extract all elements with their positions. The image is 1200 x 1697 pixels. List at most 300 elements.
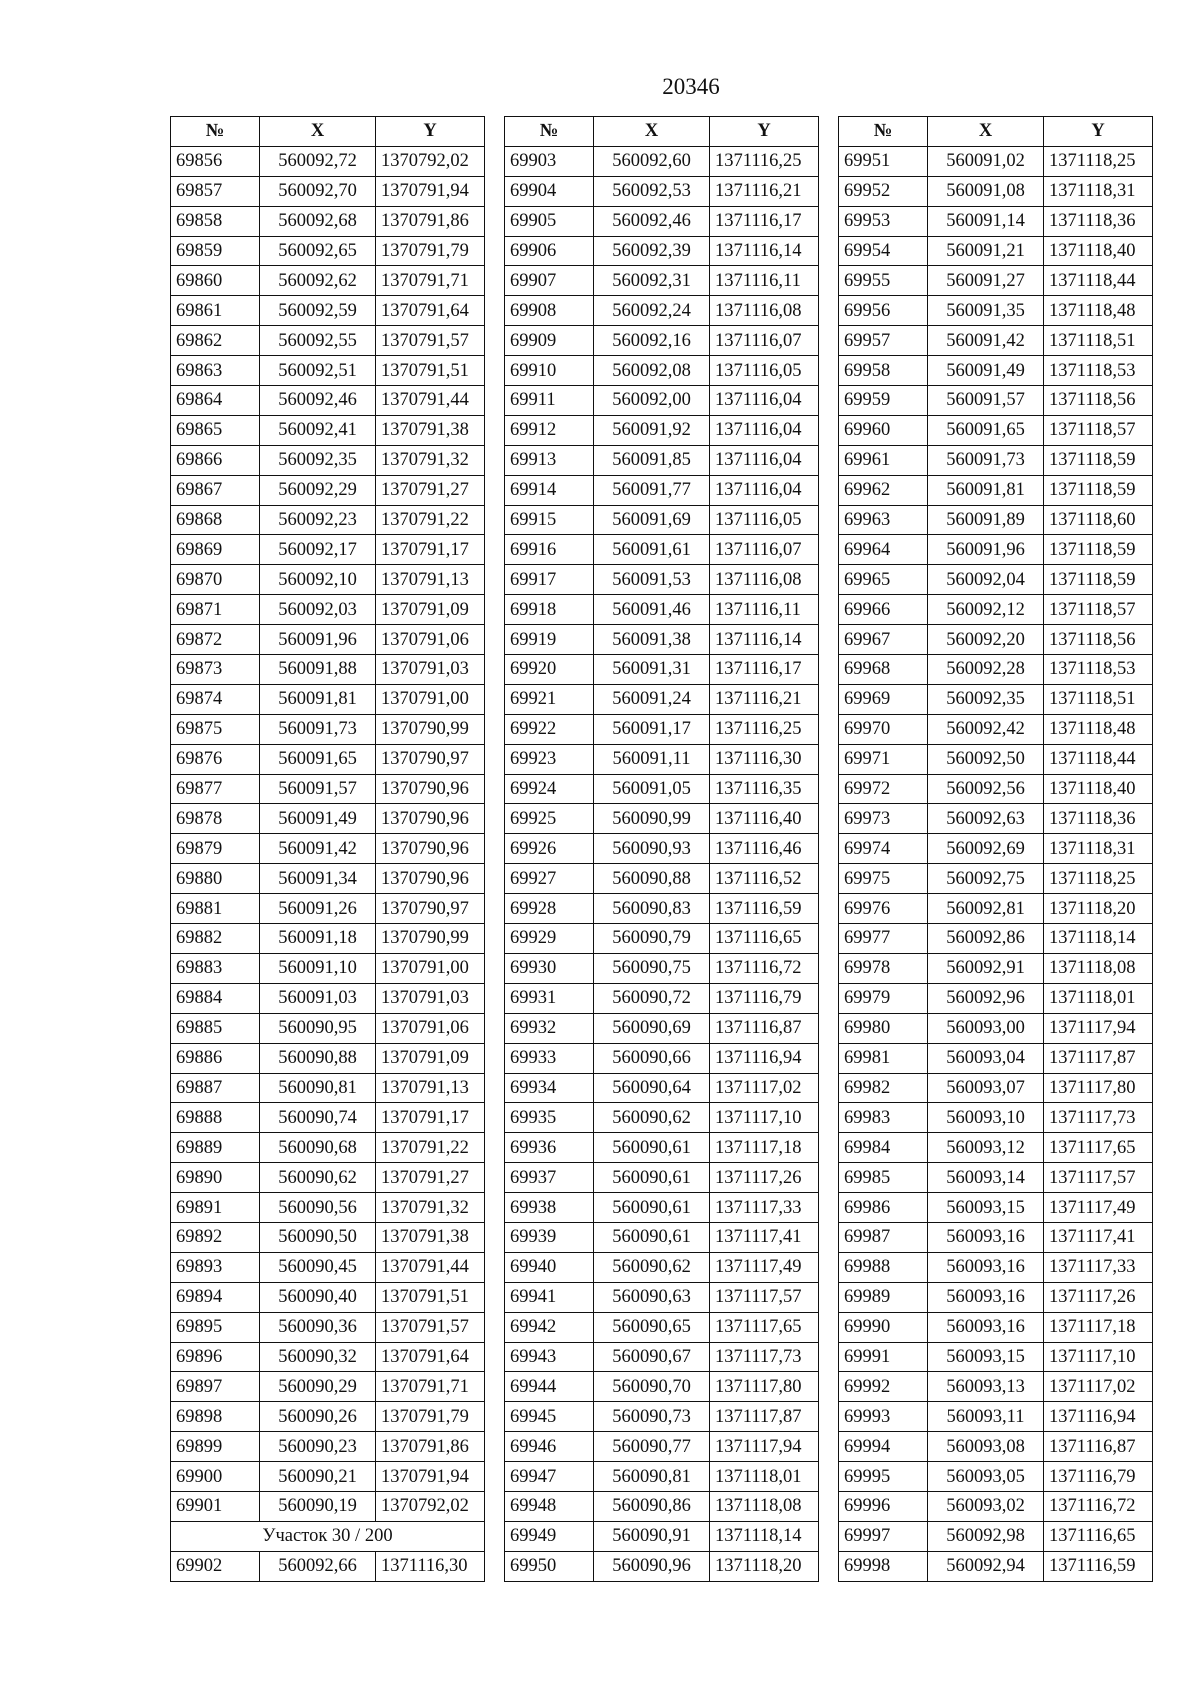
y-coordinate-cell: 1371116,08 [710, 296, 819, 326]
table-row [839, 505, 1153, 535]
table-row [505, 1193, 819, 1223]
table-row [505, 774, 819, 804]
table-row [839, 774, 1153, 804]
header-y: Y [376, 117, 485, 147]
table-row [505, 655, 819, 685]
x-coordinate-cell: 560092,46 [594, 206, 710, 236]
point-number-cell: 69886 [171, 1043, 260, 1073]
y-coordinate-cell: 1371118,40 [1044, 236, 1153, 266]
point-number-cell: 69879 [171, 834, 260, 864]
point-number-cell: 69914 [505, 475, 594, 505]
y-coordinate-cell: 1371116,04 [710, 445, 819, 475]
table-row [171, 415, 485, 445]
y-coordinate-cell: 1371117,33 [710, 1193, 819, 1223]
table-row [505, 1043, 819, 1073]
x-coordinate-cell: 560090,26 [260, 1402, 376, 1432]
table-row [839, 714, 1153, 744]
y-coordinate-cell: 1371118,51 [1044, 684, 1153, 714]
point-number-cell: 69919 [505, 625, 594, 655]
point-number-cell: 69901 [171, 1491, 260, 1521]
table-row [839, 475, 1153, 505]
y-coordinate-cell: 1371116,65 [1044, 1521, 1153, 1551]
x-coordinate-cell: 560091,53 [594, 565, 710, 595]
table-row [171, 386, 485, 416]
point-number-cell: 69877 [171, 774, 260, 804]
x-coordinate-cell: 560092,42 [928, 714, 1044, 744]
x-coordinate-cell: 560090,99 [594, 804, 710, 834]
y-coordinate-cell: 1370790,99 [376, 924, 485, 954]
x-coordinate-cell: 560092,04 [928, 565, 1044, 595]
y-coordinate-cell: 1370790,96 [376, 804, 485, 834]
point-number-cell: 69898 [171, 1402, 260, 1432]
table-row [839, 1222, 1153, 1252]
table-row [839, 356, 1153, 386]
point-number-cell: 69866 [171, 445, 260, 475]
y-coordinate-cell: 1371116,35 [710, 774, 819, 804]
x-coordinate-cell: 560090,77 [594, 1432, 710, 1462]
y-coordinate-cell: 1371116,21 [710, 176, 819, 206]
point-number-cell: 69887 [171, 1073, 260, 1103]
y-coordinate-cell: 1371118,59 [1044, 445, 1153, 475]
y-coordinate-cell: 1371118,01 [710, 1462, 819, 1492]
x-coordinate-cell: 560090,93 [594, 834, 710, 864]
y-coordinate-cell: 1371116,94 [1044, 1402, 1153, 1432]
table-row [839, 1103, 1153, 1133]
point-number-cell: 69951 [839, 146, 928, 176]
point-number-cell: 69927 [505, 864, 594, 894]
y-coordinate-cell: 1370791,06 [376, 1013, 485, 1043]
table-row [505, 1432, 819, 1462]
table-row [171, 1252, 485, 1282]
point-number-cell: 69970 [839, 714, 928, 744]
y-coordinate-cell: 1371118,53 [1044, 655, 1153, 685]
table-row [171, 804, 485, 834]
y-coordinate-cell: 1371117,41 [710, 1222, 819, 1252]
x-coordinate-cell: 560092,51 [260, 356, 376, 386]
table-row [171, 565, 485, 595]
x-coordinate-cell: 560090,66 [594, 1043, 710, 1073]
table-body [171, 1551, 485, 1581]
table-row [171, 714, 485, 744]
table-row [505, 1103, 819, 1133]
x-coordinate-cell: 560092,41 [260, 415, 376, 445]
table-row [839, 1073, 1153, 1103]
table-row [171, 1222, 485, 1252]
y-coordinate-cell: 1371118,08 [1044, 953, 1153, 983]
point-number-cell: 69875 [171, 714, 260, 744]
table-row [171, 356, 485, 386]
x-coordinate-cell: 560092,62 [260, 266, 376, 296]
y-coordinate-cell: 1371118,59 [1044, 475, 1153, 505]
table-row [839, 983, 1153, 1013]
point-number-cell: 69911 [505, 386, 594, 416]
point-number-cell: 69856 [171, 146, 260, 176]
table-row [505, 266, 819, 296]
point-number-cell: 69923 [505, 744, 594, 774]
section-label: Участок 30 / 200 [171, 1521, 485, 1551]
y-coordinate-cell: 1370791,03 [376, 983, 485, 1013]
point-number-cell: 69930 [505, 953, 594, 983]
table-row [505, 804, 819, 834]
point-number-cell: 69925 [505, 804, 594, 834]
y-coordinate-cell: 1371118,51 [1044, 326, 1153, 356]
table-row [839, 326, 1153, 356]
x-coordinate-cell: 560092,81 [928, 894, 1044, 924]
x-coordinate-cell: 560093,00 [928, 1013, 1044, 1043]
y-coordinate-cell: 1371117,65 [710, 1312, 819, 1342]
x-coordinate-cell: 560091,88 [260, 655, 376, 685]
x-coordinate-cell: 560090,74 [260, 1103, 376, 1133]
table-row [171, 1073, 485, 1103]
x-coordinate-cell: 560091,89 [928, 505, 1044, 535]
table-row [505, 445, 819, 475]
point-number-cell: 69913 [505, 445, 594, 475]
table-row [839, 804, 1153, 834]
y-coordinate-cell: 1371118,31 [1044, 176, 1153, 206]
x-coordinate-cell: 560090,64 [594, 1073, 710, 1103]
point-number-cell: 69895 [171, 1312, 260, 1342]
table-row [839, 1491, 1153, 1521]
y-coordinate-cell: 1371118,60 [1044, 505, 1153, 535]
header-number: № [505, 117, 594, 147]
x-coordinate-cell: 560091,02 [928, 146, 1044, 176]
table-row [839, 1163, 1153, 1193]
x-coordinate-cell: 560090,68 [260, 1133, 376, 1163]
y-coordinate-cell: 1371116,14 [710, 625, 819, 655]
table-row [505, 475, 819, 505]
y-coordinate-cell: 1370791,00 [376, 684, 485, 714]
y-coordinate-cell: 1371117,18 [710, 1133, 819, 1163]
y-coordinate-cell: 1370791,27 [376, 475, 485, 505]
x-coordinate-cell: 560091,73 [928, 445, 1044, 475]
table-row [839, 1462, 1153, 1492]
x-coordinate-cell: 560092,56 [928, 774, 1044, 804]
y-coordinate-cell: 1370791,64 [376, 1342, 485, 1372]
y-coordinate-cell: 1370790,96 [376, 834, 485, 864]
table-row [839, 535, 1153, 565]
x-coordinate-cell: 560090,45 [260, 1252, 376, 1282]
header-x: X [928, 117, 1044, 147]
x-coordinate-cell: 560091,05 [594, 774, 710, 804]
point-number-cell: 69933 [505, 1043, 594, 1073]
point-number-cell: 69978 [839, 953, 928, 983]
table-row [839, 176, 1153, 206]
point-number-cell: 69954 [839, 236, 928, 266]
x-coordinate-cell: 560091,61 [594, 535, 710, 565]
point-number-cell: 69873 [171, 655, 260, 685]
point-number-cell: 69987 [839, 1222, 928, 1252]
table-row [505, 1372, 819, 1402]
x-coordinate-cell: 560091,81 [260, 684, 376, 714]
table-row [505, 864, 819, 894]
x-coordinate-cell: 560093,02 [928, 1491, 1044, 1521]
point-number-cell: 69902 [171, 1551, 260, 1581]
y-coordinate-cell: 1371117,10 [1044, 1342, 1153, 1372]
x-coordinate-cell: 560090,65 [594, 1312, 710, 1342]
point-number-cell: 69950 [505, 1551, 594, 1581]
y-coordinate-cell: 1370791,13 [376, 1073, 485, 1103]
x-coordinate-cell: 560091,85 [594, 445, 710, 475]
x-coordinate-cell: 560093,10 [928, 1103, 1044, 1133]
point-number-cell: 69992 [839, 1372, 928, 1402]
y-coordinate-cell: 1371116,17 [710, 655, 819, 685]
x-coordinate-cell: 560091,92 [594, 415, 710, 445]
table-body [839, 146, 1153, 1581]
x-coordinate-cell: 560092,96 [928, 983, 1044, 1013]
x-coordinate-cell: 560090,50 [260, 1222, 376, 1252]
y-coordinate-cell: 1371118,53 [1044, 356, 1153, 386]
y-coordinate-cell: 1370791,94 [376, 176, 485, 206]
point-number-cell: 69973 [839, 804, 928, 834]
y-coordinate-cell: 1370791,86 [376, 206, 485, 236]
table-row [839, 1402, 1153, 1432]
point-number-cell: 69905 [505, 206, 594, 236]
x-coordinate-cell: 560092,53 [594, 176, 710, 206]
header-x: X [594, 117, 710, 147]
x-coordinate-cell: 560090,40 [260, 1282, 376, 1312]
table-row [839, 415, 1153, 445]
y-coordinate-cell: 1371118,40 [1044, 774, 1153, 804]
table-row [505, 1013, 819, 1043]
x-coordinate-cell: 560091,34 [260, 864, 376, 894]
x-coordinate-cell: 560090,75 [594, 953, 710, 983]
point-number-cell: 69942 [505, 1312, 594, 1342]
y-coordinate-cell: 1370791,22 [376, 1133, 485, 1163]
point-number-cell: 69881 [171, 894, 260, 924]
x-coordinate-cell: 560090,21 [260, 1462, 376, 1492]
point-number-cell: 69939 [505, 1222, 594, 1252]
y-coordinate-cell: 1371116,25 [710, 714, 819, 744]
table-row [839, 266, 1153, 296]
x-coordinate-cell: 560090,61 [594, 1222, 710, 1252]
header-y: Y [710, 117, 819, 147]
x-coordinate-cell: 560093,07 [928, 1073, 1044, 1103]
x-coordinate-cell: 560093,12 [928, 1133, 1044, 1163]
table-row [171, 326, 485, 356]
point-number-cell: 69938 [505, 1193, 594, 1223]
point-number-cell: 69916 [505, 535, 594, 565]
x-coordinate-cell: 560092,35 [260, 445, 376, 475]
y-coordinate-cell: 1371117,73 [710, 1342, 819, 1372]
x-coordinate-cell: 560091,49 [928, 356, 1044, 386]
y-coordinate-cell: 1371116,79 [1044, 1462, 1153, 1492]
table-row [839, 864, 1153, 894]
table-row [505, 1491, 819, 1521]
y-coordinate-cell: 1370791,03 [376, 655, 485, 685]
point-number-cell: 69949 [505, 1521, 594, 1551]
point-number-cell: 69909 [505, 326, 594, 356]
y-coordinate-cell: 1370791,86 [376, 1432, 485, 1462]
x-coordinate-cell: 560091,17 [594, 714, 710, 744]
table-row [839, 1551, 1153, 1581]
table-row [505, 1073, 819, 1103]
x-coordinate-cell: 560090,86 [594, 1491, 710, 1521]
point-number-cell: 69889 [171, 1133, 260, 1163]
table-row [171, 206, 485, 236]
y-coordinate-cell: 1371118,25 [1044, 146, 1153, 176]
table-row [505, 983, 819, 1013]
point-number-cell: 69859 [171, 236, 260, 266]
x-coordinate-cell: 560092,17 [260, 535, 376, 565]
table-row [505, 386, 819, 416]
y-coordinate-cell: 1371116,25 [710, 146, 819, 176]
y-coordinate-cell: 1371116,65 [710, 924, 819, 954]
x-coordinate-cell: 560090,29 [260, 1372, 376, 1402]
table-row [505, 146, 819, 176]
y-coordinate-cell: 1371117,80 [710, 1372, 819, 1402]
x-coordinate-cell: 560091,65 [928, 415, 1044, 445]
point-number-cell: 69997 [839, 1521, 928, 1551]
point-number-cell: 69995 [839, 1462, 928, 1492]
y-coordinate-cell: 1370791,79 [376, 1402, 485, 1432]
y-coordinate-cell: 1371117,65 [1044, 1133, 1153, 1163]
x-coordinate-cell: 560093,16 [928, 1312, 1044, 1342]
y-coordinate-cell: 1370790,96 [376, 774, 485, 804]
point-number-cell: 69937 [505, 1163, 594, 1193]
y-coordinate-cell: 1370791,09 [376, 1043, 485, 1073]
y-coordinate-cell: 1370791,32 [376, 445, 485, 475]
x-coordinate-cell: 560091,26 [260, 894, 376, 924]
point-number-cell: 69894 [171, 1282, 260, 1312]
y-coordinate-cell: 1371116,87 [1044, 1432, 1153, 1462]
y-coordinate-cell: 1370790,96 [376, 864, 485, 894]
y-coordinate-cell: 1371116,05 [710, 505, 819, 535]
table-row [505, 1163, 819, 1193]
x-coordinate-cell: 560090,61 [594, 1133, 710, 1163]
y-coordinate-cell: 1370792,02 [376, 146, 485, 176]
x-coordinate-cell: 560092,63 [928, 804, 1044, 834]
point-number-cell: 69969 [839, 684, 928, 714]
y-coordinate-cell: 1370791,38 [376, 1222, 485, 1252]
y-coordinate-cell: 1371117,26 [1044, 1282, 1153, 1312]
y-coordinate-cell: 1371117,02 [710, 1073, 819, 1103]
table-row [839, 834, 1153, 864]
point-number-cell: 69932 [505, 1013, 594, 1043]
point-number-cell: 69988 [839, 1252, 928, 1282]
table-row [171, 655, 485, 685]
header-y: Y [1044, 117, 1153, 147]
table-row [505, 834, 819, 864]
y-coordinate-cell: 1371117,87 [1044, 1043, 1153, 1073]
y-coordinate-cell: 1371118,36 [1044, 206, 1153, 236]
point-number-cell: 69967 [839, 625, 928, 655]
table-row [171, 774, 485, 804]
point-number-cell: 69910 [505, 356, 594, 386]
point-number-cell: 69994 [839, 1432, 928, 1462]
table-row [171, 894, 485, 924]
x-coordinate-cell: 560092,94 [928, 1551, 1044, 1581]
x-coordinate-cell: 560091,27 [928, 266, 1044, 296]
point-number-cell: 69985 [839, 1163, 928, 1193]
table-row [839, 894, 1153, 924]
table-row [171, 864, 485, 894]
point-number-cell: 69982 [839, 1073, 928, 1103]
point-number-cell: 69952 [839, 176, 928, 206]
point-number-cell: 69893 [171, 1252, 260, 1282]
x-coordinate-cell: 560091,77 [594, 475, 710, 505]
x-coordinate-cell: 560092,20 [928, 625, 1044, 655]
y-coordinate-cell: 1371116,04 [710, 386, 819, 416]
table-row [505, 415, 819, 445]
table-row [171, 176, 485, 206]
x-coordinate-cell: 560092,10 [260, 565, 376, 595]
point-number-cell: 69858 [171, 206, 260, 236]
x-coordinate-cell: 560090,61 [594, 1193, 710, 1223]
x-coordinate-cell: 560092,08 [594, 356, 710, 386]
x-coordinate-cell: 560092,39 [594, 236, 710, 266]
table-row [839, 1043, 1153, 1073]
y-coordinate-cell: 1371118,48 [1044, 714, 1153, 744]
header-row [505, 117, 819, 147]
table-row [505, 924, 819, 954]
point-number-cell: 69891 [171, 1193, 260, 1223]
x-coordinate-cell: 560092,69 [928, 834, 1044, 864]
x-coordinate-cell: 560090,73 [594, 1402, 710, 1432]
y-coordinate-cell: 1371116,30 [710, 744, 819, 774]
y-coordinate-cell: 1371116,14 [710, 236, 819, 266]
point-number-cell: 69962 [839, 475, 928, 505]
table-row [171, 1193, 485, 1223]
point-number-cell: 69903 [505, 146, 594, 176]
x-coordinate-cell: 560092,29 [260, 475, 376, 505]
y-coordinate-cell: 1370792,02 [376, 1491, 485, 1521]
point-number-cell: 69996 [839, 1491, 928, 1521]
point-number-cell: 69878 [171, 804, 260, 834]
table-row [505, 714, 819, 744]
point-number-cell: 69980 [839, 1013, 928, 1043]
table-row [505, 1282, 819, 1312]
point-number-cell: 69979 [839, 983, 928, 1013]
header-number: № [839, 117, 928, 147]
table-row [505, 1342, 819, 1372]
x-coordinate-cell: 560090,62 [594, 1252, 710, 1282]
table-row [839, 744, 1153, 774]
y-coordinate-cell: 1371118,56 [1044, 386, 1153, 416]
point-number-cell: 69953 [839, 206, 928, 236]
table-row [505, 326, 819, 356]
table-row [171, 924, 485, 954]
point-number-cell: 69868 [171, 505, 260, 535]
y-coordinate-cell: 1371117,49 [710, 1252, 819, 1282]
x-coordinate-cell: 560092,12 [928, 595, 1044, 625]
y-coordinate-cell: 1370791,22 [376, 505, 485, 535]
x-coordinate-cell: 560091,14 [928, 206, 1044, 236]
table-row [839, 206, 1153, 236]
y-coordinate-cell: 1370791,57 [376, 326, 485, 356]
y-coordinate-cell: 1370791,09 [376, 595, 485, 625]
table-row [839, 1193, 1153, 1223]
point-number-cell: 69888 [171, 1103, 260, 1133]
point-number-cell: 69931 [505, 983, 594, 1013]
x-coordinate-cell: 560092,03 [260, 595, 376, 625]
y-coordinate-cell: 1371116,59 [1044, 1551, 1153, 1581]
y-coordinate-cell: 1371116,87 [710, 1013, 819, 1043]
x-coordinate-cell: 560090,83 [594, 894, 710, 924]
point-number-cell: 69981 [839, 1043, 928, 1073]
y-coordinate-cell: 1371116,08 [710, 565, 819, 595]
y-coordinate-cell: 1370791,44 [376, 1252, 485, 1282]
y-coordinate-cell: 1371116,52 [710, 864, 819, 894]
table-row [505, 1133, 819, 1163]
y-coordinate-cell: 1371116,30 [376, 1551, 485, 1581]
y-coordinate-cell: 1370791,38 [376, 415, 485, 445]
x-coordinate-cell: 560090,81 [260, 1073, 376, 1103]
x-coordinate-cell: 560090,91 [594, 1521, 710, 1551]
point-number-cell: 69899 [171, 1432, 260, 1462]
x-coordinate-cell: 560093,15 [928, 1342, 1044, 1372]
y-coordinate-cell: 1371118,20 [1044, 894, 1153, 924]
point-number-cell: 69884 [171, 983, 260, 1013]
